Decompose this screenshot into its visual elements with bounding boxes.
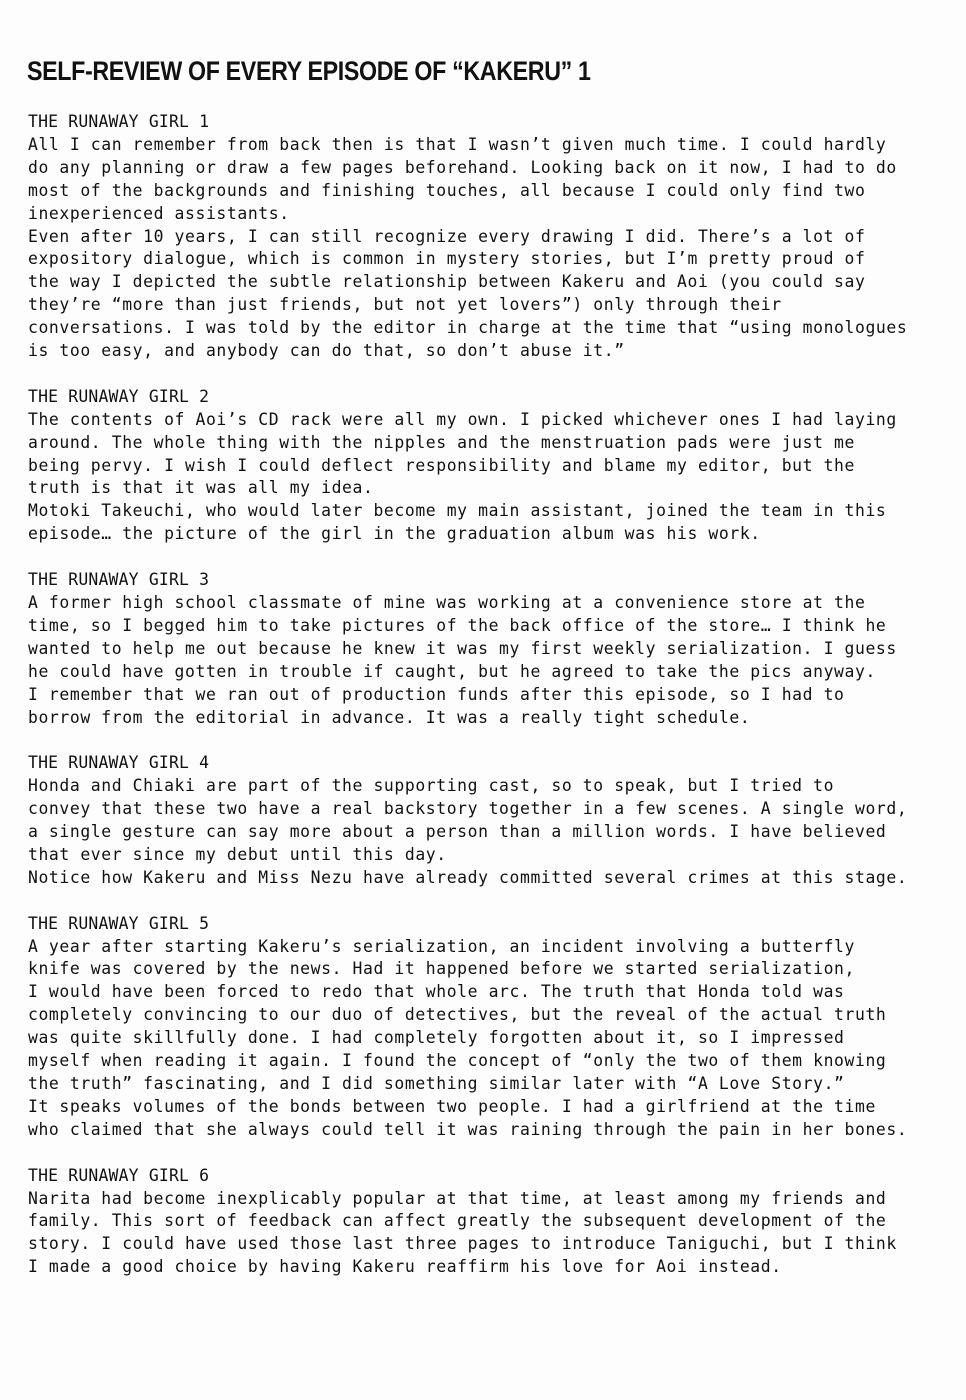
review-text-line: wanted to help me out because he knew it was my first weekly serialization. I guess <box>28 638 897 658</box>
review-text-line: most of the backgrounds and finishing touches, all because I could only find two <box>28 180 866 200</box>
review-text-line: is too easy, and anybody can do that, so don’t abuse it.” <box>28 341 625 361</box>
episode-review-4 <box>28 752 938 889</box>
review-text-line: It speaks volumes of the bonds between two people. I had a girlfriend at the time <box>28 1096 876 1116</box>
review-text-line: family. This sort of feedback can affect greatly the subsequent development of the <box>28 1211 887 1231</box>
episode-heading: THE RUNAWAY GIRL 1 <box>28 112 210 131</box>
review-text-line: I remember that we ran out of production funds after this episode, so I had to <box>28 684 845 704</box>
review-text-line: around. The whole thing with the nipples and the menstruation pads were just me <box>28 432 855 452</box>
review-text-line: A year after starting Kakeru’s serialization, an incident involving a butterfly <box>28 936 855 956</box>
episode-review-2 <box>28 386 938 546</box>
review-text-line: completely convincing to our duo of detectives, but the reveal of the actual truth <box>28 1005 887 1025</box>
episode-heading: THE RUNAWAY GIRL 4 <box>28 753 210 773</box>
review-text-line: I made a good choice by having Kakeru reaffirm his love for Aoi instead. <box>28 1257 782 1277</box>
episode-heading: THE RUNAWAY GIRL 5 <box>28 913 210 933</box>
review-text-line: Motoki Takeuchi, who would later become my main assistant, joined the team in this <box>28 501 887 521</box>
review-text-line: being pervy. I wish I could deflect responsibility and blame my editor, but the <box>28 455 855 475</box>
review-text-line: the truth” fascinating, and I did something similar later with “A Love Story.” <box>28 1074 845 1093</box>
episode-review-3 <box>28 569 938 729</box>
review-text-line: the way I depicted the subtle relationship between Kakeru and Aoi (you could say <box>28 272 866 292</box>
episode-review-5 <box>28 913 938 1142</box>
review-text-line: who claimed that she always could tell it was raining through the pain in her bones. <box>28 1119 908 1139</box>
review-text-line: knife was covered by the news. Had it happened before we started serialization, <box>28 959 855 979</box>
review-text-line: Honda and Chiaki are part of the supporting cast, so to speak, but I tried to <box>28 776 835 796</box>
episode-heading: THE RUNAWAY GIRL 3 <box>28 570 210 590</box>
episode-review-6 <box>28 1165 938 1280</box>
review-text-line: a single gesture can say more about a person than a million words. I have believed <box>28 822 887 842</box>
review-text-line: borrow from the editorial in advance. It was a really tight schedule. <box>28 707 751 727</box>
review-text-line: I would have been forced to redo that whole arc. The truth that Honda told was <box>28 982 845 1002</box>
review-text-line: time, so I begged him to take pictures of the back office of the store… I think he <box>28 615 887 635</box>
review-text-line: expository dialogue, which is common in mystery stories, but I’m pretty proud of <box>28 249 866 269</box>
review-text-line: truth is that it was all my idea. <box>28 478 374 498</box>
review-text-line: they’re “more than just friends, but not yet lovers”) only through their <box>28 295 782 315</box>
episode-review-1 <box>28 111 938 363</box>
review-text-line: story. I could have used those last three pages to introduce Taniguchi, but I think <box>28 1234 897 1254</box>
page-title: SELF-REVIEW OF EVERY EPISODE OF “KAKERU” 1 <box>27 56 591 86</box>
episode-reviews <box>28 111 938 1302</box>
review-text-line: episode… the picture of the girl in the graduation album was his work. <box>28 524 761 544</box>
episode-heading: THE RUNAWAY GIRL 2 <box>28 386 210 406</box>
review-text-line: convey that these two have a real backstory together in a few scenes. A single word, <box>28 799 908 819</box>
review-text-line: Even after 10 years, I can still recognize every drawing I did. There’s a lot of <box>28 226 866 246</box>
review-text-line: Narita had become inexplicably popular at that time, at least among my friends and <box>28 1188 887 1208</box>
review-text-line: The contents of Aoi’s CD rack were all my own. I picked whichever ones I had laying <box>28 409 897 429</box>
review-text-line: All I can remember from back then is that I wasn’t given much time. I could hardly <box>28 134 887 154</box>
review-text-line: conversations. I was told by the editor in charge at the time that “using monologues <box>28 318 908 338</box>
review-text-line: that ever since my debut until this day. <box>28 844 447 864</box>
review-text-line: myself when reading it again. I found the concept of “only the two of them knowing <box>28 1051 887 1071</box>
review-text-line: he could have gotten in trouble if caught, but he agreed to take the pics anyway. <box>28 661 876 681</box>
review-text-line: A former high school classmate of mine was working at a convenience store at the <box>28 593 866 612</box>
review-text-line: inexperienced assistants. <box>28 203 290 223</box>
episode-heading: THE RUNAWAY GIRL 6 <box>28 1165 210 1185</box>
review-text-line: Notice how Kakeru and Miss Nezu have already committed several crimes at this stage. <box>28 867 908 887</box>
review-text-line: was quite skillfully done. I had completely forgotten about it, so I impressed <box>28 1028 845 1048</box>
review-text-line: do any planning or draw a few pages beforehand. Looking back on it now, I had to do <box>28 157 897 177</box>
